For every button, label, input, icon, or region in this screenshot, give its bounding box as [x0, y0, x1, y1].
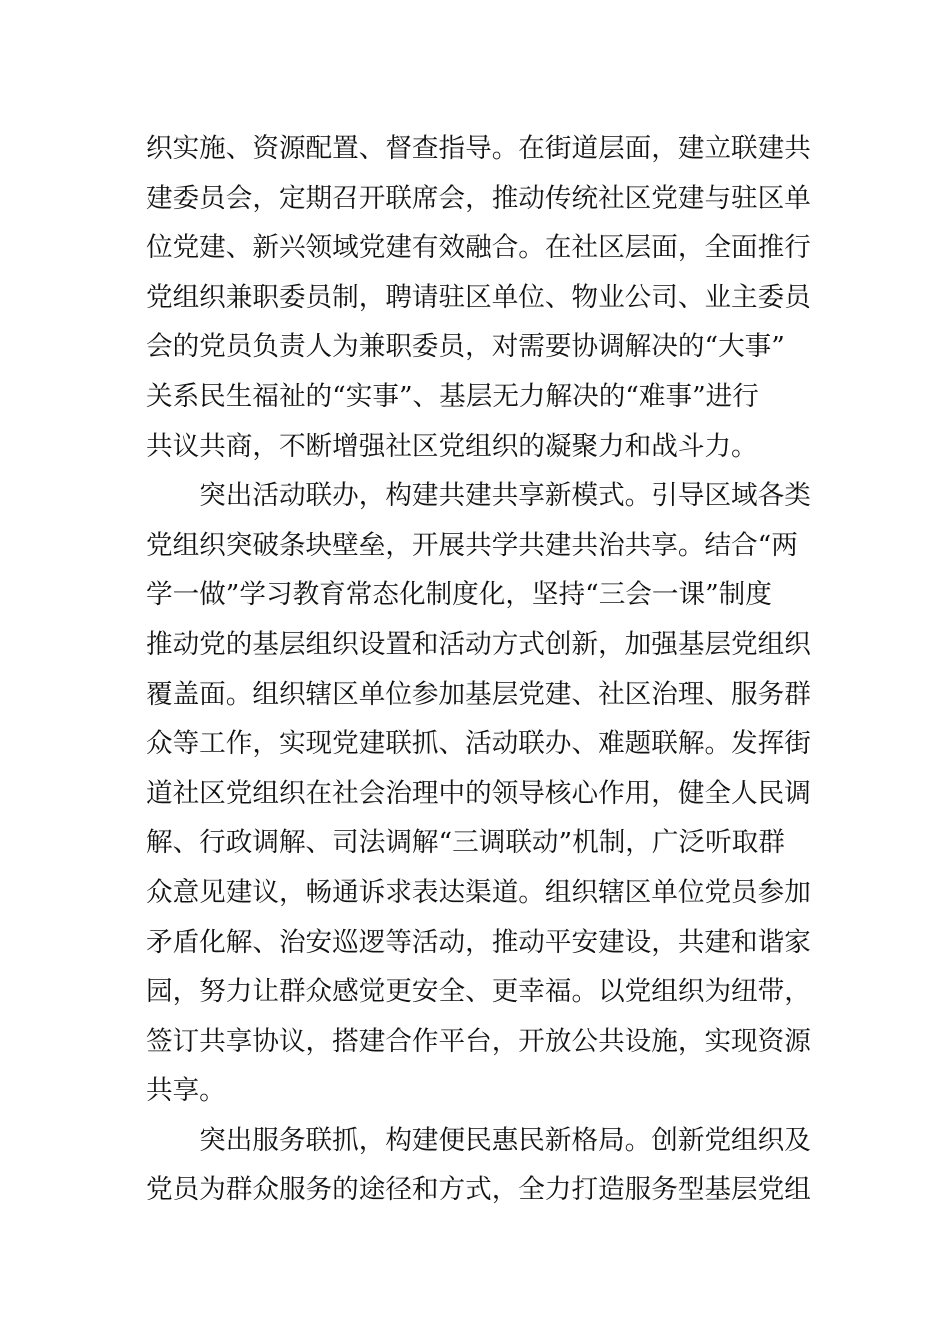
text-line: 建委员会，定期召开联席会，推动传统社区党建与驻区单	[146, 182, 811, 214]
text-line: 解、行政调解、司法调解“三调联动”机制，广泛听取群	[146, 827, 785, 859]
text-line: 道社区党组织在社会治理中的领导核心作用，健全人民调	[146, 777, 811, 809]
document-body	[146, 124, 810, 1215]
text-line: 推动党的基层组织设置和活动方式创新，加强基层党组织	[146, 628, 811, 660]
text-line: 会的党员负责人为兼职委员，对需要协调解决的“大事”	[146, 331, 785, 363]
text-line: 覆盖面。组织辖区单位参加基层党建、社区治理、服务群	[146, 678, 811, 710]
paragraph	[146, 471, 810, 1116]
paragraph	[146, 124, 810, 471]
text-line: 学一做”学习教育常态化制度化，坚持“三会一课”制度	[146, 579, 772, 611]
text-line: 位党建、新兴领域党建有效融合。在社区层面，全面推行	[146, 232, 811, 264]
paragraph	[146, 1116, 810, 1215]
text-line: 关系民生福祉的“实事”、基层无力解决的“难事”进行	[146, 380, 759, 412]
text-line: 党员为群众服务的途径和方式，全力打造服务型基层党组	[146, 1174, 811, 1206]
text-line: 签订共享协议，搭建合作平台，开放公共设施，实现资源	[146, 1025, 811, 1057]
text-line: 园，努力让群众感觉更安全、更幸福。以党组织为纽带，	[146, 976, 811, 1008]
text-line: 党组织兼职委员制，聘请驻区单位、物业公司、业主委员	[146, 281, 811, 313]
text-line: 众意见建议，畅通诉求表达渠道。组织辖区单位党员参加	[146, 876, 811, 908]
text-line: 矛盾化解、治安巡逻等活动，推动平安建设，共建和谐家	[146, 926, 811, 958]
text-line: 突出活动联办，构建共建共享新模式。引导区域各类	[146, 480, 811, 512]
text-line: 党组织突破条块壁垒，开展共学共建共治共享。结合“两	[146, 529, 798, 561]
text-line: 突出服务联抓，构建便民惠民新格局。创新党组织及	[146, 1124, 811, 1156]
text-line: 共议共商，不断增强社区党组织的凝聚力和战斗力。	[146, 430, 758, 462]
text-line: 众等工作，实现党建联抓、活动联办、难题联解。发挥街	[146, 728, 811, 760]
text-line: 共享。	[146, 1075, 226, 1107]
text-line: 织实施、资源配置、督查指导。在街道层面，建立联建共	[146, 133, 811, 164]
